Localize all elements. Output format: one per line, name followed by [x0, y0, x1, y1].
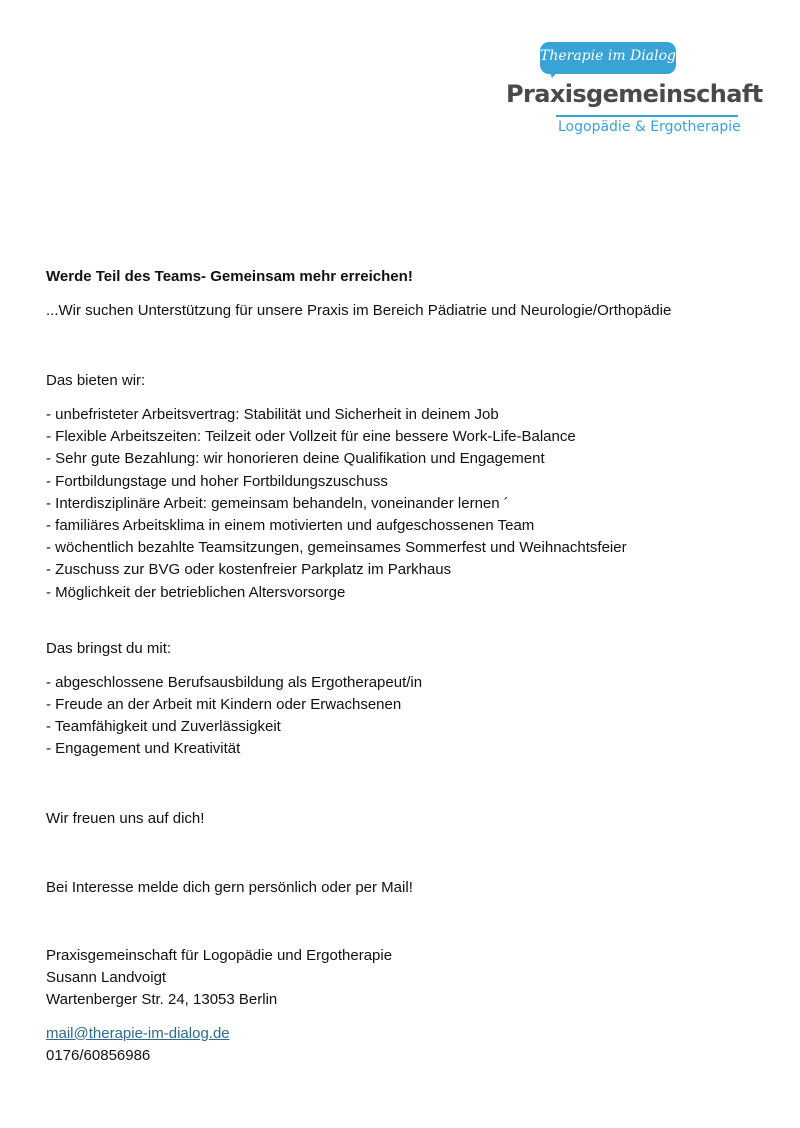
speech-bubble-tail: [548, 68, 561, 78]
list-item: - familiäres Arbeitsklima in einem motivierten und aufgeschossenen Team: [46, 517, 535, 535]
contact-phone: 0176/60856986: [46, 1046, 151, 1064]
list-item: - Möglichkeit der betrieblichen Altersvorsorge: [46, 583, 346, 601]
list-item: - Sehr gute Bezahlung: wir honorieren deine Qualifikation und Engagement: [46, 450, 545, 468]
email-link[interactable]: mail@therapie-im-dialog.de: [46, 1024, 230, 1042]
logo-subtitle: Logopädie & Ergotherapie: [558, 119, 741, 135]
contact-person: Susann Landvoigt: [46, 968, 167, 986]
list-item: - Interdisziplinäre Arbeit: gemeinsam behandeln, voneinander lernen ´: [46, 494, 509, 512]
practice-logo: [500, 40, 763, 140]
intro-text: ...Wir suchen Unterstützung für unsere Praxis im Bereich Pädiatrie und Neurologie/Orthopädie: [46, 302, 672, 319]
list-item: - wöchentlich bezahlte Teamsitzungen, gemeinsames Sommerfest und Weihnachtsfeier: [46, 539, 627, 557]
offer-title: Das bieten wir:: [46, 372, 146, 389]
cta-text: Bei Interesse melde dich gern persönlich oder per Mail!: [46, 878, 413, 896]
closing-text: Wir freuen uns auf dich!: [46, 809, 205, 827]
contact-org: Praxisgemeinschaft für Logopädie und Ergotherapie: [46, 946, 393, 964]
list-item: - abgeschlossene Berufsausbildung als Ergotherapeut/in: [46, 673, 423, 691]
page-heading: Werde Teil des Teams- Gemeinsam mehr erreichen!: [46, 268, 413, 285]
list-item: - Fortbildungstage und hoher Fortbildungszuschuss: [46, 472, 388, 490]
list-item: - Teamfähigkeit und Zuverlässigkeit: [46, 718, 281, 736]
logo-divider: [556, 115, 738, 117]
list-item: - unbefristeter Arbeitsvertrag: Stabilität und Sicherheit in deinem Job: [46, 406, 499, 423]
logo-bubble-text: Therapie im Dialog: [540, 48, 676, 64]
requirements-list: [46, 672, 766, 761]
list-item: - Flexible Arbeitszeiten: Teilzeit oder Vollzeit für eine bessere Work-Life-Balance: [46, 428, 576, 446]
list-item: - Freude an der Arbeit mit Kindern oder Erwachsenen: [46, 696, 402, 714]
contact-address: Wartenberger Str. 24, 13053 Berlin: [46, 990, 278, 1008]
list-item: - Zuschuss zur BVG oder kostenfreier Parkplatz im Parkhaus: [46, 561, 452, 579]
logo-name: Praxisgemeinschaft: [506, 80, 763, 108]
requirements-title: Das bringst du mit:: [46, 639, 172, 657]
list-item: - Engagement und Kreativität: [46, 740, 241, 758]
offer-list: [46, 404, 766, 604]
document-body: [46, 266, 766, 1067]
